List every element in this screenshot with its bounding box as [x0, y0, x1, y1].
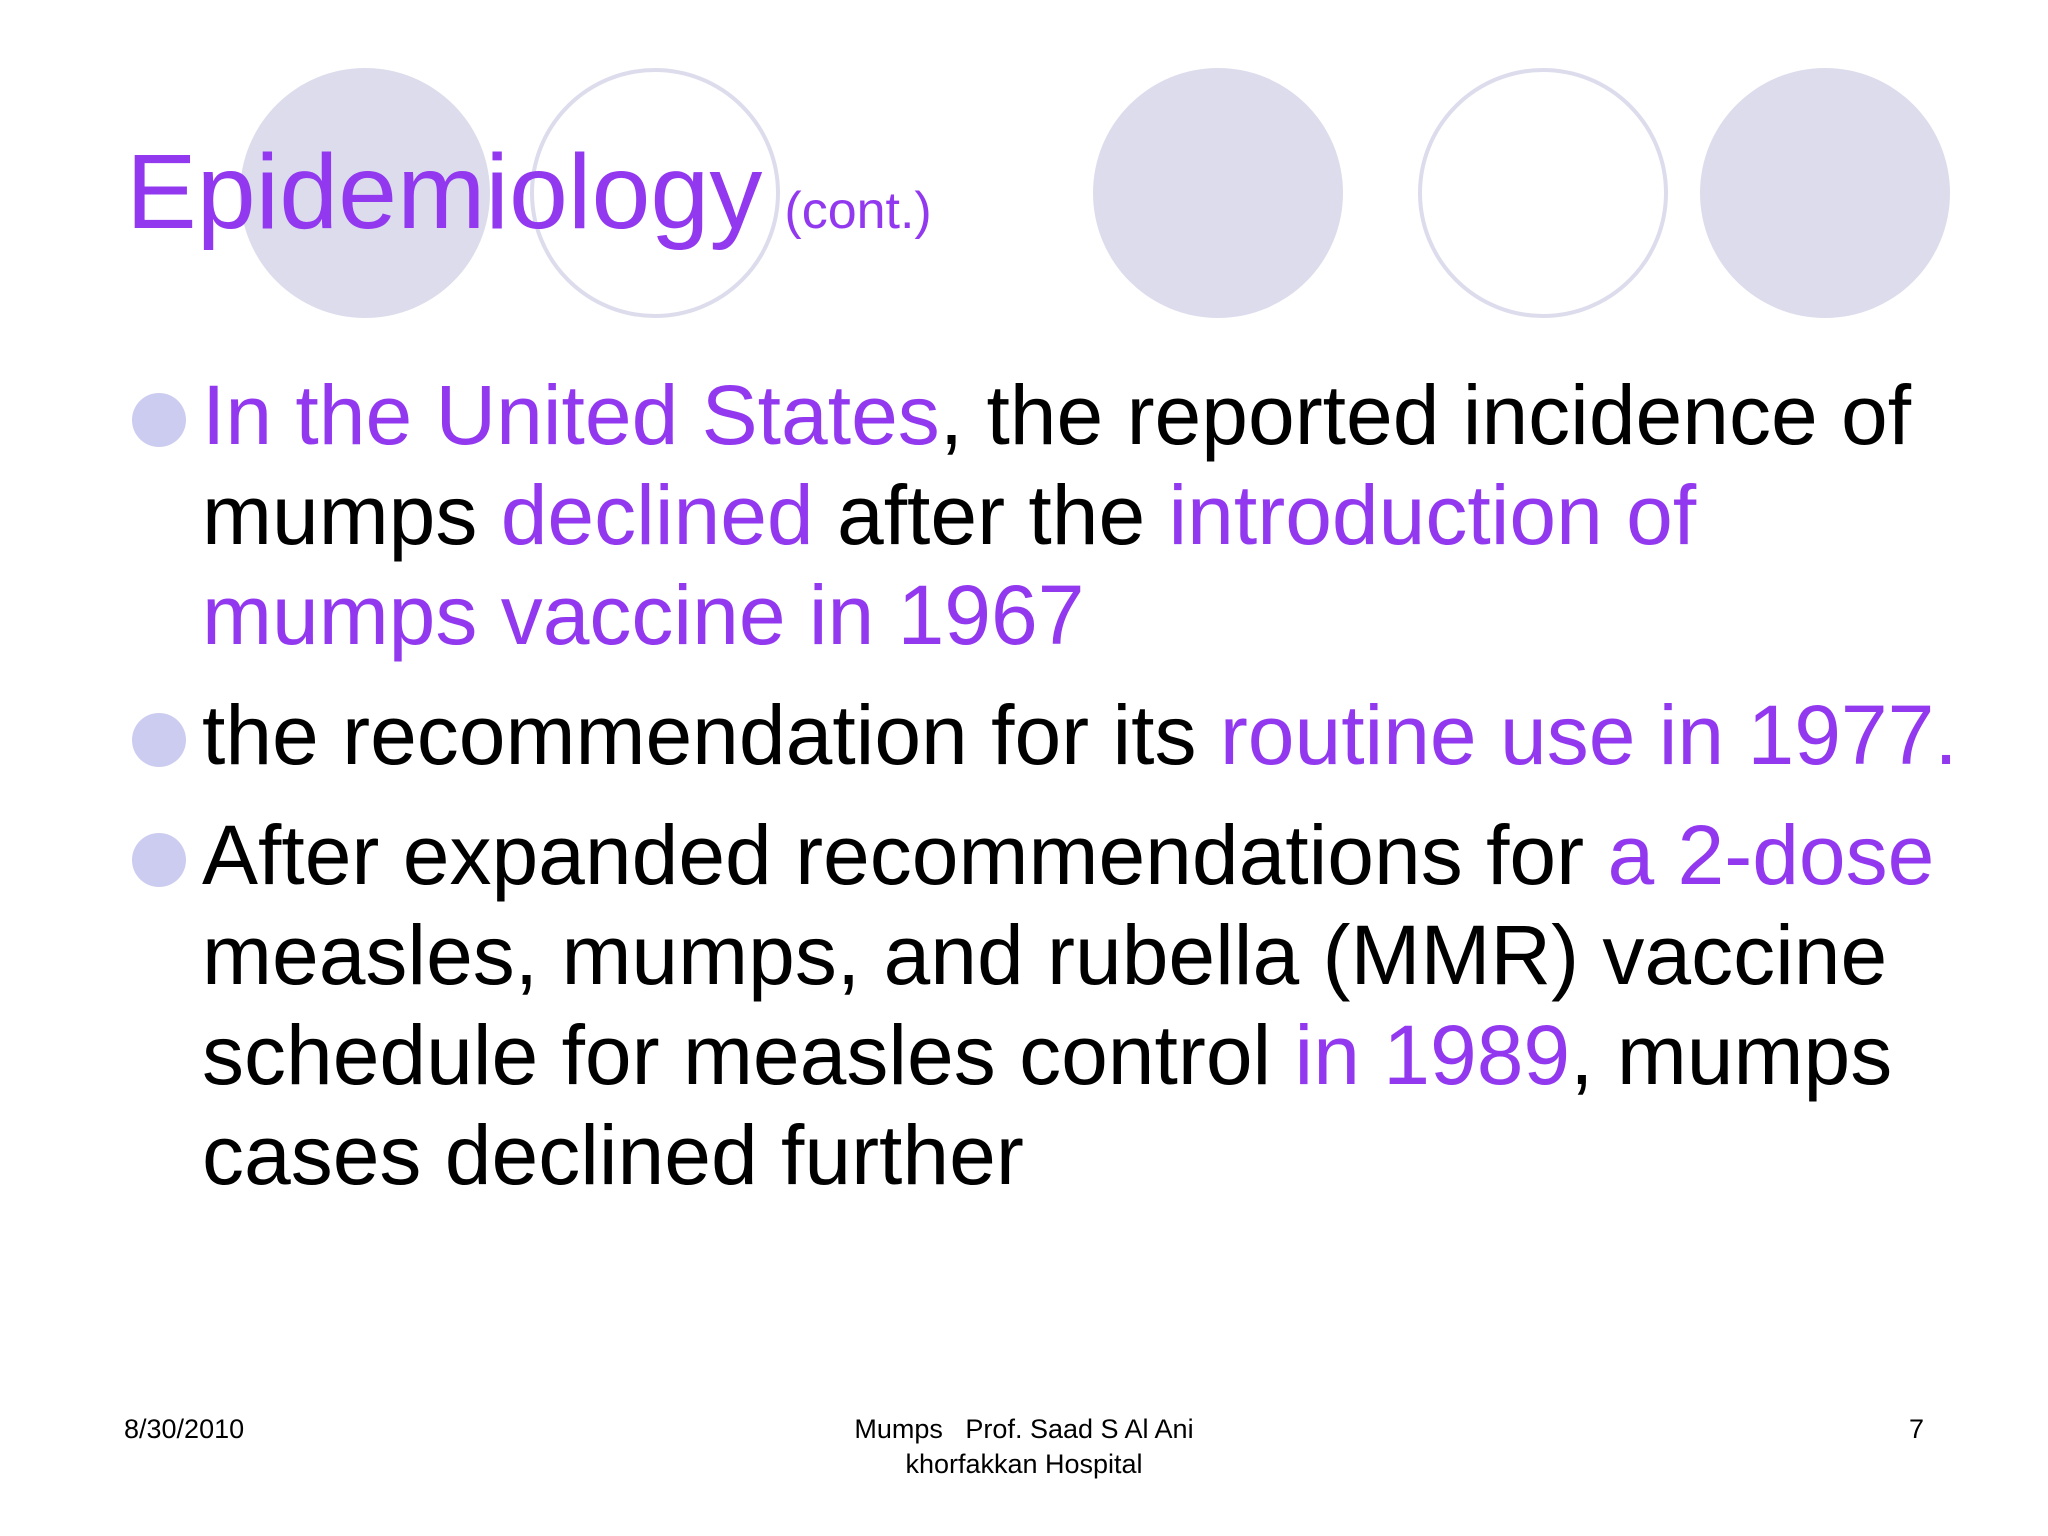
bullet-text-segment: the recommendation for its: [202, 688, 1220, 782]
bullet-text-segment: , mumps cases declined further: [202, 1008, 1893, 1202]
decorative-circle-filled: [1093, 68, 1343, 318]
footer-center: [0, 1412, 2048, 1482]
footer-hospital: khorfakkan Hospital: [905, 1449, 1143, 1479]
bullet-list: [132, 365, 1992, 1225]
bullet-text-segment: after the: [813, 468, 1169, 562]
bullet-item: [132, 685, 1992, 785]
bullet-text-segment: In the United States: [202, 368, 940, 462]
bullet-text-segment: in 1989: [1294, 1008, 1571, 1102]
bullet-text-segment: introduction of mumps vaccine in 1967: [202, 468, 1697, 662]
footer-date: 8/30/2010: [124, 1414, 245, 1444]
bullet-text-segment: , the reported incidence of mumps: [202, 368, 1912, 562]
bullet-dot-icon: [132, 393, 186, 447]
decorative-circle-ring: [1418, 68, 1668, 318]
footer-page-number: 7: [1908, 1414, 1924, 1444]
bullet-item: [132, 805, 1992, 1205]
title-text: Epidemiology: [126, 133, 763, 251]
bullet-dot-icon: [132, 713, 186, 767]
decorative-circle-filled: [1700, 68, 1950, 318]
bullet-text-segment: measles, mumps, and rubella (MMR) vaccine schedule for measles control: [202, 908, 1888, 1102]
footer-author: Mumps Prof. Saad S Al Ani: [854, 1414, 1194, 1444]
title-suffix: (cont.): [784, 182, 932, 240]
bullet-item: [132, 365, 1992, 665]
bullet-text-segment: a 2-dose: [1607, 808, 1935, 902]
slide-title: [126, 132, 932, 253]
bullet-text-segment: After expanded recommendations for: [202, 808, 1608, 902]
bullet-text-segment: declined: [500, 468, 814, 562]
bullet-dot-icon: [132, 833, 186, 887]
bullet-text-segment: routine use in 1977.: [1219, 688, 1958, 782]
